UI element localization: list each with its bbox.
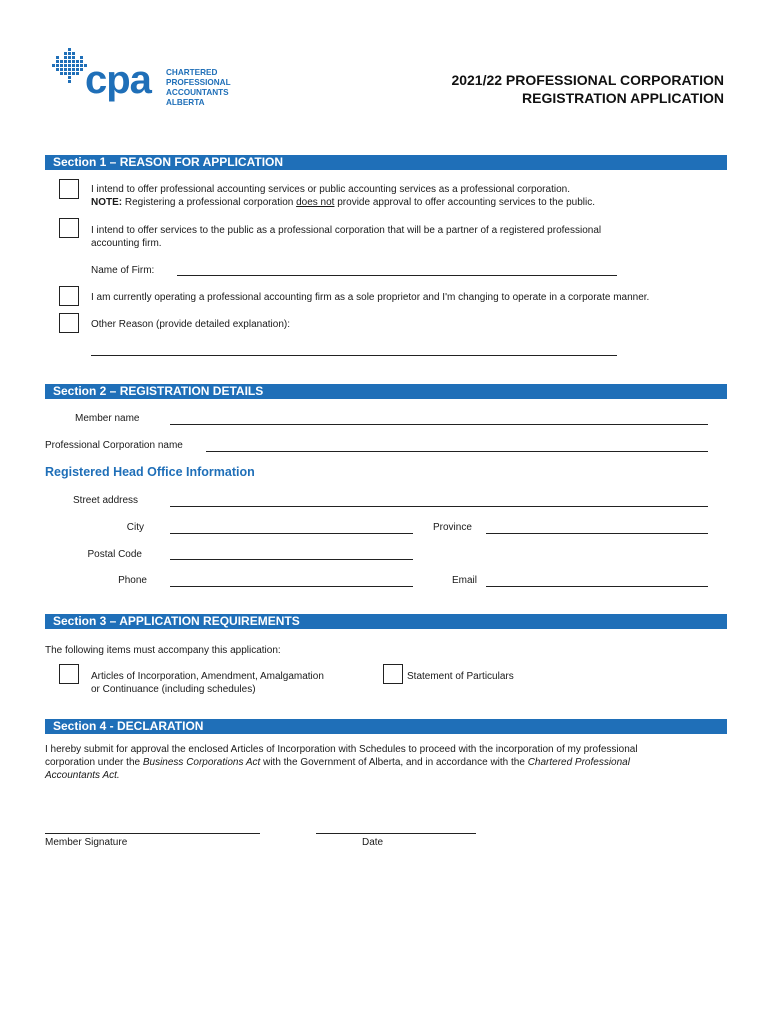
firm-name-label: Name of Firm: (91, 265, 155, 276)
member-name-field[interactable] (170, 424, 708, 425)
option4-checkbox[interactable] (59, 313, 79, 333)
firm-name-field[interactable] (177, 275, 617, 276)
corp-name-label: Professional Corporation name (45, 440, 183, 451)
cpa-logo (52, 48, 242, 112)
email-label: Email (452, 575, 478, 586)
option4-text: Other Reason (provide detailed explanation): (91, 319, 291, 330)
other-reason-field[interactable] (91, 355, 617, 356)
head-office-heading: Registered Head Office Information (45, 465, 255, 479)
articles-text: Articles of Incorporation, Amendment, Amalgamation or Continuance (including schedules) (91, 671, 324, 695)
member-name-label: Member name (75, 413, 140, 424)
option2-checkbox[interactable] (59, 218, 79, 238)
postal-code-label: Postal Code (87, 549, 142, 560)
cpa-wordmark: cpa (85, 58, 151, 102)
signature-field[interactable] (45, 833, 260, 834)
section3-heading: Section 3 – APPLICATION REQUIREMENTS (45, 614, 727, 629)
option3-text: I am currently operating a professional accounting firm as a sole proprietor and I'm changing to operate in a corporate manner. (91, 292, 650, 303)
particulars-text: Statement of Particulars (407, 671, 514, 682)
particulars-checkbox[interactable] (383, 664, 403, 684)
document-title: 2021/22 PROFESSIONAL CORPORATION REGISTRATION APPLICATION (451, 72, 724, 106)
phone-field[interactable] (170, 586, 413, 587)
articles-checkbox[interactable] (59, 664, 79, 684)
option1-text: I intend to offer professional accounting services or public accounting services as a professional corporation. NOTE: Registering a professional corporation does not provide approval to offer accounting services to the public. (91, 184, 595, 208)
date-field[interactable] (316, 833, 476, 834)
signature-label: Member Signature (45, 837, 128, 848)
section2-heading: Section 2 – REGISTRATION DETAILS (45, 384, 727, 399)
logo-subtitle: CHARTERED PROFESSIONAL ACCOUNTANTS ALBERTA (166, 68, 231, 107)
city-field[interactable] (170, 533, 413, 534)
province-label: Province (433, 522, 472, 533)
option3-checkbox[interactable] (59, 286, 79, 306)
postal-code-field[interactable] (170, 559, 413, 560)
section1-heading: Section 1 – REASON FOR APPLICATION (45, 155, 727, 170)
date-label: Date (362, 837, 384, 848)
requirements-intro: The following items must accompany this application: (45, 645, 281, 656)
section4-heading: Section 4 - DECLARATION (45, 719, 727, 734)
street-field[interactable] (170, 506, 708, 507)
option1-checkbox[interactable] (59, 179, 79, 199)
phone-label: Phone (118, 575, 147, 586)
option2-text: I intend to offer services to the public as a professional corporation that will be a partner of a registered professional accounting firm. (91, 225, 602, 249)
street-label: Street address (73, 495, 139, 506)
declaration-text: I hereby submit for approval the enclosed Articles of Incorporation with Schedules to proceed with the incorporation of my professional corporation under the Business Corporations Act with the Government of Alberta, and in accordance with the Chartered Professional Accountants Act. (45, 744, 638, 781)
corp-name-field[interactable] (206, 451, 708, 452)
province-field[interactable] (486, 533, 708, 534)
email-field[interactable] (486, 586, 708, 587)
city-label: City (126, 522, 144, 533)
maple-leaf-dots-icon (52, 48, 88, 88)
